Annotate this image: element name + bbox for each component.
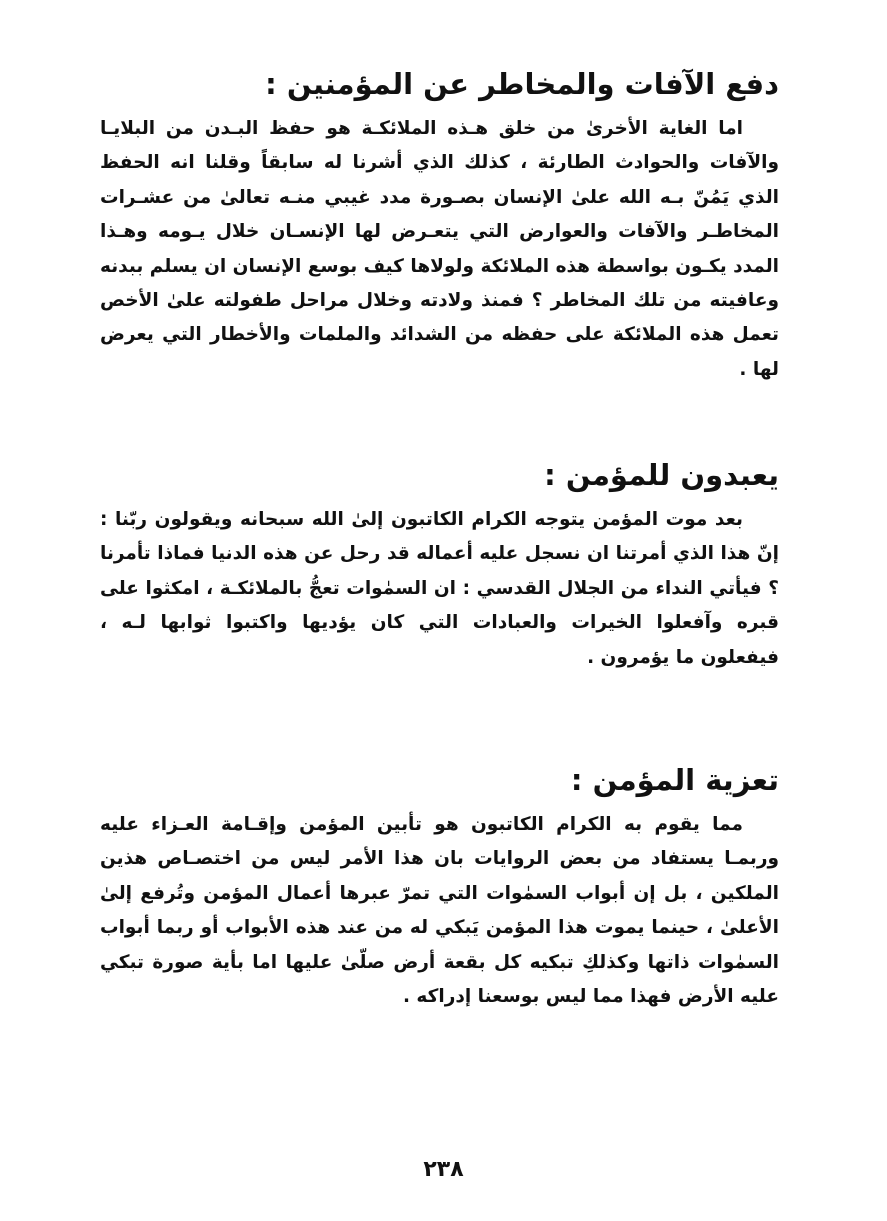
- section-heading: دفع الآفات والمخاطر عن المؤمنين :: [265, 67, 779, 101]
- page-number: ٢٣٨: [423, 1157, 464, 1182]
- section-protection: [100, 64, 779, 387]
- section-paragraph: بعد موت المؤمن يتوجه الكرام الكاتبون إلىٰ الله سبحانه ويقولون ربّنا : إنّ هذا الذي أمرتنا ان نسجل عليه أعماله قد رحل عن هذه الدنيا فماذا تأمرنا ؟ فيأتي النداء من الجلال القدسي : ان السمٰوات تعجُّ بالملائكـة ، امكثوا على قبره وآفعلوا الخيرات والعبادات التي كان يؤديها واكتبوا ثوابها لـه ، فيفعلون ما يؤمرون .: [100, 509, 779, 668]
- section-worship: [100, 455, 779, 675]
- section-condolence: [100, 760, 779, 1014]
- section-paragraph: اما الغاية الأخرىٰ من خلق هـذه الملائكـة هو حفظ البـدن من البلايـا والآفات والحوادث الطارئة ، كذلك الذي أشرنا له سابقاً وقلنا انه الحفظ الذي يَمُنّ بـه الله علىٰ الإنسان بصـورة مدد غيبي منـه تعالىٰ من عشـرات المخاطـر والآفات والعوارض التي يتعـرض لها الإنسـان خلال يـومه وهـذا المدد يكـون بواسطة هذه الملائكة ولولاها كيف بوسع الإنسان ان يسلم ببدنه وعافيته من تلك المخاطر ؟ فمنذ ولادته وخلال مراحل طفولته علىٰ الأخص تعمل هذه الملائكة على حفظه من الشدائد والملمات والأخطار التي يعرض لها .: [100, 118, 779, 380]
- section-heading: تعزية المؤمن :: [570, 763, 779, 797]
- section-paragraph: مما يقوم به الكرام الكاتبون هو تأبين المؤمن وإقـامة العـزاء عليه وربمـا يستفاد من بعض الروايات بان هذا الأمر ليس من اختصـاص هذين الملكين ، بل إن أبواب السمٰوات التي تمرّ عبرها أعمال المؤمن وتُرفع إلىٰ الأعلىٰ ، حينما يموت هذا المؤمن يَبكي له من عند هذه الأبواب أو ربما أبواب السمٰوات ذاتها وكذلكِ تبكيه كل بقعة أرض صلّىٰ عليها اما بأية صورة تبكي عليه الأرض فهذا مما ليس بوسعنا إدراكه .: [100, 814, 779, 1008]
- section-heading: يعبدون للمؤمن :: [544, 458, 779, 492]
